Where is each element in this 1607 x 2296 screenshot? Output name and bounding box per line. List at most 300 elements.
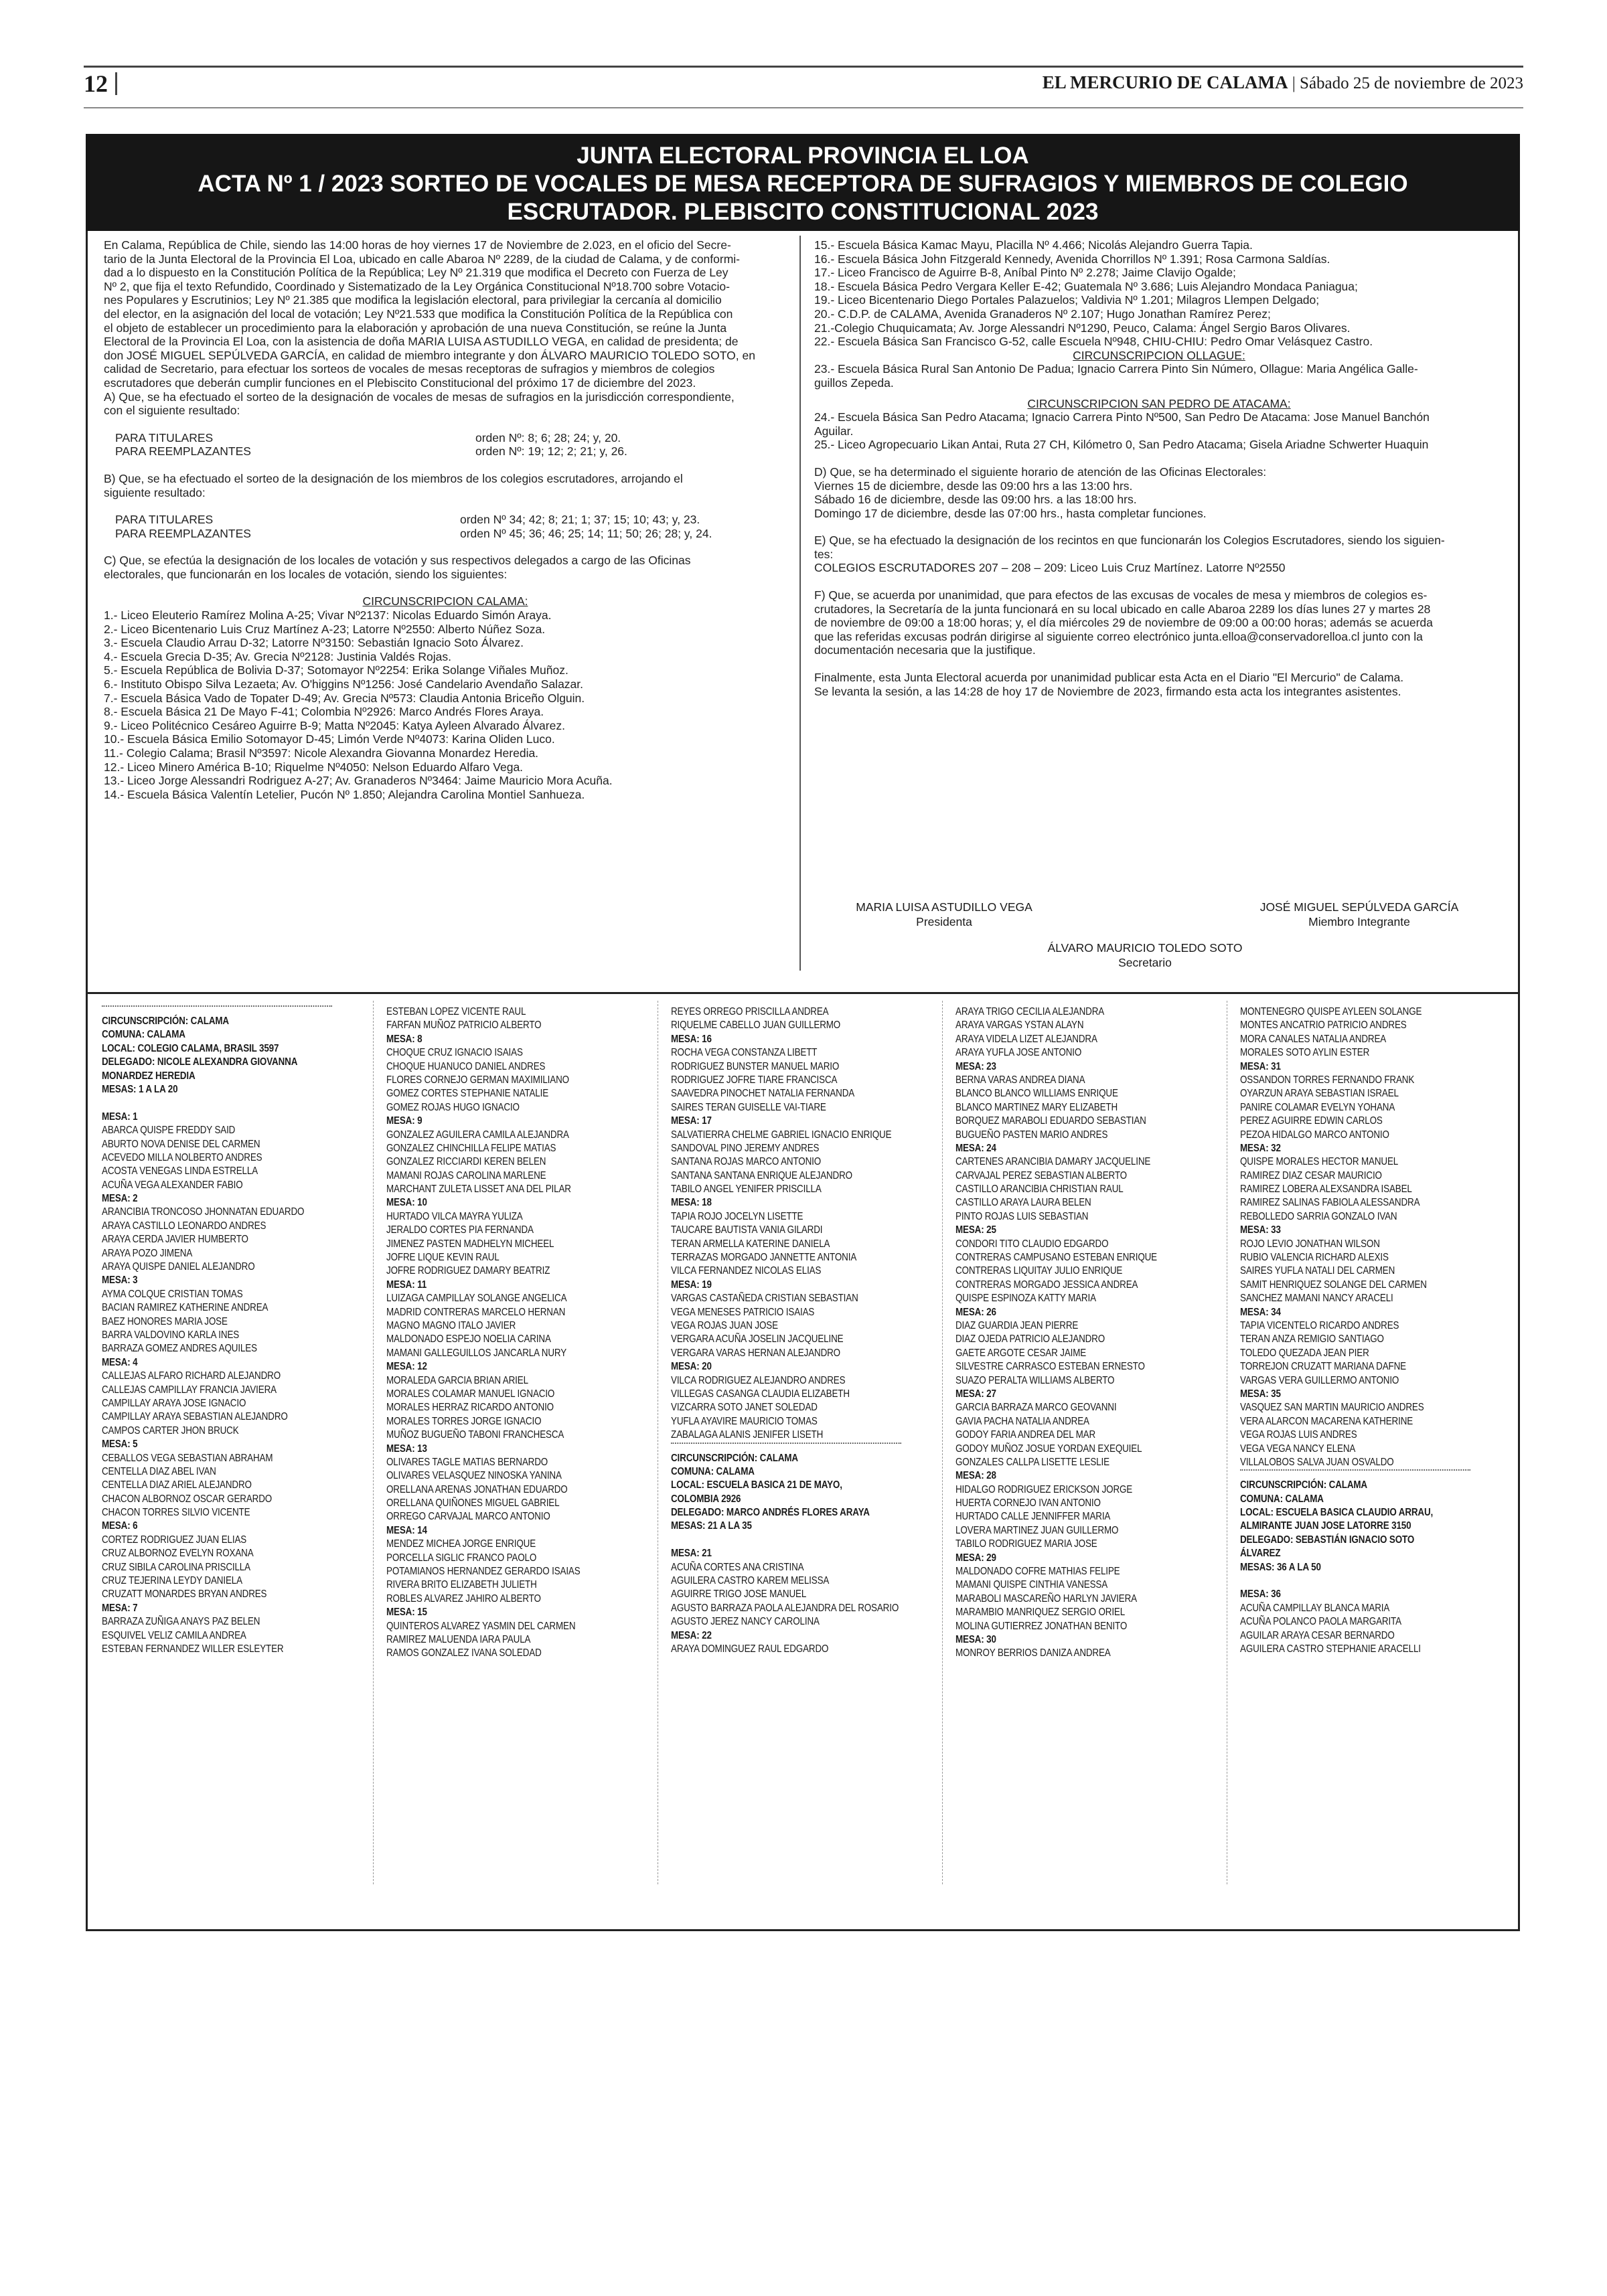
vocal-name: BERNA VARAS ANDREA DIANA	[955, 1074, 1085, 1086]
local-info-line: CIRCUNSCRIPCIÓN: CALAMA	[671, 1452, 798, 1464]
signature-secretario	[1035, 940, 1255, 970]
vocal-name: CORTEZ RODRIGUEZ JUAN ELIAS	[102, 1534, 247, 1546]
vocal-name: GODOY MUÑOZ JOSUE YORDAN EXEQUIEL	[955, 1443, 1142, 1455]
vocal-name: TAPIA ROJO JOCELYN LISETTE	[671, 1210, 804, 1222]
vocal-name: BUGUEÑO PASTEN MARIO ANDRES	[955, 1129, 1108, 1141]
mesa-heading: MESA: 23	[955, 1060, 996, 1072]
vocal-name: DIAZ OJEDA PATRICIO ALEJANDRO	[955, 1333, 1105, 1345]
circ-ollague-heading: CIRCUNSCRIPCION OLLAGUE:	[1073, 348, 1245, 362]
text-line: B) Que, se ha efectuado el sorteo de la designación de los miembros de los colegios escrutadores, arrojando el	[104, 471, 683, 485]
local-item: 7.- Escuela Básica Vado de Topater D-49; Av. Grecia Nº573: Claudia Antonia Briceño Olguin.	[104, 691, 585, 705]
vocal-name: AYMA COLQUE CRISTIAN TOMAS	[102, 1288, 243, 1300]
vocal-name: MENDEZ MICHEA JORGE ENRIQUE	[386, 1538, 536, 1550]
locales-list-right	[814, 238, 1504, 349]
acta-b-text	[104, 472, 787, 499]
newspaper-name: EL MERCURIO DE CALAMA	[1042, 72, 1288, 92]
vocal-name: ESTEBAN LOPEZ VICENTE RAUL	[386, 1006, 526, 1017]
notice-banner	[86, 134, 1520, 231]
mesa-heading: MESA: 28	[955, 1470, 996, 1482]
local-info-line: MESAS: 1 A LA 20	[102, 1083, 178, 1095]
vocal-name: MORALES TORRES JORGE IGNACIO	[386, 1415, 542, 1427]
vocal-name: CRUZ TEJERINA LEYDY DANIELA	[102, 1575, 242, 1587]
local-item: 6.- Instituto Obispo Silva Lezaeta; Av. O'higgins Nº1256: José Candelario Avendaño Salazar.	[104, 677, 584, 691]
local-item: 19.- Liceo Bicentenario Diego Portales Palazuelos; Valdivia Nº 1.201; Milagros Llempen Delgado;	[814, 293, 1320, 307]
mesa-heading: MESA: 26	[955, 1306, 996, 1318]
text-line: Se levanta la sesión, a las 14:28 de hoy 17 de Noviembre de 2023, firmando esta acta los integrantes asistentes.	[814, 684, 1401, 698]
vocal-name: ORREGO CARVAJAL MARCO ANTONIO	[386, 1511, 550, 1523]
text-line: En Calama, República de Chile, siendo las 14:00 horas de hoy viernes 17 de Noviembre de 2.023, en el oficio del Secre-	[104, 238, 731, 252]
vocal-name: TERAN ANZA REMIGIO SANTIAGO	[1240, 1333, 1384, 1345]
b-label-reemplazantes: PARA REEMPLAZANTES	[115, 526, 251, 540]
vocal-name: ARAYA VIDELA LIZET ALEJANDRA	[955, 1033, 1097, 1045]
vocal-name: RAMOS GONZALEZ IVANA SOLEDAD	[386, 1647, 542, 1659]
vocal-name: MAMANI QUISPE CINTHIA VANESSA	[955, 1579, 1108, 1591]
vocal-name: VERGARA VARAS HERNAN ALEJANDRO	[671, 1347, 840, 1359]
mesa-heading: MESA: 20	[671, 1361, 712, 1373]
vocal-name: HUERTA CORNEJO IVAN ANTONIO	[955, 1497, 1101, 1509]
b-value-reemplazantes: orden Nº 45; 36; 46; 25; 14; 11; 50; 26; 28; y, 24.	[460, 526, 712, 540]
vocal-name: GODOY FARIA ANDREA DEL MAR	[955, 1429, 1096, 1441]
b-value-titulares: orden Nº 34; 42; 8; 21; 1; 37; 15; 10; 43; y, 23.	[460, 513, 700, 527]
text-line: Finalmente, esta Junta Electoral acuerda por unanimidad publicar esta Acta en el Diario "El Mercurio" de Calama.	[814, 671, 1404, 685]
vocal-name: MALDONADO COFRE MATHIAS FELIPE	[955, 1566, 1120, 1578]
text-line: tario de la Junta Electoral de la Provincia El Loa, ubicado en calle Abaroa Nº 2289, de la ciudad de Calama, y de conformi-	[104, 252, 741, 266]
banner-line-2: ACTA Nº 1 / 2023 SORTEO DE VOCALES DE MESA RECEPTORA DE SUFRAGIOS Y MIEMBROS DE COLEGIO	[198, 171, 1408, 197]
acta-left-column	[104, 238, 787, 801]
vocal-name: CALLEJAS ALFARO RICHARD ALEJANDRO	[102, 1370, 281, 1382]
vocal-name: BARRAZA ZUÑIGA ANAYS PAZ BELEN	[102, 1616, 260, 1628]
vocal-name: PANIRE COLAMAR EVELYN YOHANA	[1240, 1101, 1395, 1113]
mesa-heading: MESA: 13	[386, 1443, 427, 1455]
text-line: Sábado 16 de diciembre, desde las 09:00 hrs. a las 18:00 hrs.	[814, 493, 1137, 507]
local-item: 12.- Liceo Minero América B-10; Riquelme Nº4050: Nelson Eduardo Alfaro Vega.	[104, 760, 524, 774]
vocal-name: ABARCA QUISPE FREDDY SAID	[102, 1125, 236, 1137]
b-label-titulares: PARA TITULARES	[115, 513, 214, 527]
vocal-name: SAIRES YUFLA NATALI DEL CARMEN	[1240, 1265, 1395, 1277]
column-separator	[799, 236, 801, 971]
vocal-name: GONZALES CALLPA LISETTE LESLIE	[955, 1456, 1109, 1468]
vocal-name: MONTES ANCATRIO PATRICIO ANDRES	[1240, 1019, 1407, 1032]
text-line: con el siguiente resultado:	[104, 404, 240, 418]
vocal-name: RAMIREZ MALUENDA IARA PAULA	[386, 1633, 531, 1645]
vocal-name: VILLALOBOS SALVA JUAN OSVALDO	[1240, 1456, 1394, 1468]
mesa-heading: MESA: 19	[671, 1279, 712, 1291]
local-item: 4.- Escuela Grecia D-35; Av. Grecia Nº2128: Justinia Valdés Rojas.	[104, 649, 451, 663]
acta-f-text	[814, 588, 1504, 657]
vocal-name: TAPIA VICENTELO RICARDO ANDRES	[1240, 1319, 1399, 1331]
text-line: electorales, que funcionarán en los locales de votación, siendo los siguientes:	[104, 567, 508, 581]
vocal-name: MAMANI ROJAS CAROLINA MARLENE	[386, 1169, 546, 1181]
list-separator	[942, 1001, 943, 1884]
vocal-name: PORCELLA SIGLIC FRANCO PAOLO	[386, 1552, 537, 1564]
vocal-name: CHACON ALBORNOZ OSCAR GERARDO	[102, 1493, 273, 1505]
mesa-heading: MESA: 4	[102, 1356, 138, 1368]
vocal-name: CALLEJAS CAMPILLAY FRANCIA JAVIERA	[102, 1384, 277, 1396]
vocal-name: VASQUEZ SAN MARTIN MAURICIO ANDRES	[1240, 1402, 1424, 1414]
vocal-name: VEGA MENESES PATRICIO ISAIAS	[671, 1306, 815, 1318]
vocal-name: ACUÑA VEGA ALEXANDER FABIO	[102, 1179, 243, 1191]
local-item: 14.- Escuela Básica Valentín Letelier, Pucón Nº 1.850; Alejandra Carolina Montiel Sanhueza.	[104, 787, 585, 801]
mesa-heading: MESA: 24	[955, 1142, 996, 1154]
local-info-line: COMUNA: CALAMA	[102, 1029, 185, 1041]
a-label-titulares: PARA TITULARES	[115, 430, 214, 444]
text-line: don JOSÉ MIGUEL SEPÚLVEDA GARCÍA, en calidad de miembro integrante y don ÁLVARO MAURICIO TOLEDO SOTO, en	[104, 348, 755, 362]
vocal-name: BARRAZA GOMEZ ANDRES AQUILES	[102, 1343, 257, 1355]
vocal-name: BARRA VALDOVINO KARLA INES	[102, 1329, 240, 1341]
vocal-name: ORELLANA QUIÑONES MIGUEL GABRIEL	[386, 1497, 560, 1509]
a-label-reemplazantes: PARA REEMPLAZANTES	[115, 444, 251, 459]
vocal-name: MADRID CONTRERAS MARCELO HERNAN	[386, 1306, 566, 1318]
signer-role: Presidenta	[916, 915, 972, 928]
vocal-name: SANTANA ROJAS MARCO ANTONIO	[671, 1156, 822, 1168]
text-line: D) Que, se ha determinado el siguiente horario de atención de las Oficinas Electorales:	[814, 465, 1267, 479]
vocal-name: FLORES CORNEJO GERMAN MAXIMILIANO	[386, 1074, 569, 1086]
local-item: 16.- Escuela Básica John Fitzgerald Kennedy, Avenida Chorrillos Nº 1.391; Rosa Carmona Saldías.	[814, 252, 1330, 266]
local-info-line: MONARDEZ HEREDIA	[102, 1070, 196, 1082]
text-line: COLEGIOS ESCRUTADORES 207 – 208 – 209: Liceo Luis Cruz Martínez. Latorre Nº2550	[814, 561, 1286, 575]
dotted-rule	[102, 1005, 332, 1015]
local-item: 5.- Escuela República de Bolivia D-37; Sotomayor Nº2254: Erika Solange Viñales Muñoz.	[104, 663, 568, 677]
acta-c-text	[104, 554, 787, 581]
vocal-name: AGUSTO JEREZ NANCY CAROLINA	[671, 1616, 820, 1628]
vocal-name: VEGA ROJAS LUIS ANDRES	[1240, 1429, 1357, 1441]
mesa-heading: MESA: 9	[386, 1115, 423, 1127]
local-info-line: ALMIRANTE JUAN JOSE LATORRE 3150	[1240, 1520, 1411, 1532]
newspaper-masthead	[1043, 72, 1523, 93]
vocal-name: RAMIREZ SALINAS FABIOLA ALESSANDRA	[1240, 1197, 1420, 1209]
vocal-name: RODRIGUEZ JOFRE TIARE FRANCISCA	[671, 1074, 838, 1086]
a-value-reemplazantes: orden Nº: 19; 12; 2; 21; y, 26.	[475, 444, 627, 459]
vocal-name: CONDORI TITO CLAUDIO EDGARDO	[955, 1238, 1109, 1250]
local-info-line: DELEGADO: SEBASTIÁN IGNACIO SOTO	[1240, 1534, 1415, 1546]
vocal-name: CENTELLA DIAZ ABEL IVAN	[102, 1465, 216, 1477]
vocal-name: ARAYA VARGAS YSTAN ALAYN	[955, 1019, 1084, 1032]
vocal-name: RIVERA BRITO ELIZABETH JULIETH	[386, 1579, 537, 1591]
vocal-name: MAGNO MAGNO ITALO JAVIER	[386, 1319, 516, 1331]
vocal-name: CONTRERAS LIQUITAY JULIO ENRIQUE	[955, 1265, 1123, 1277]
text-line: Domingo 17 de diciembre, desde las 07:00 hrs., hasta completar funciones.	[814, 506, 1207, 520]
vocal-name: RAMIREZ LOBERA ALEXSANDRA ISABEL	[1240, 1183, 1412, 1196]
mesa-heading: MESA: 7	[102, 1602, 138, 1614]
vocal-name: ARAYA CERDA JAVIER HUMBERTO	[102, 1234, 248, 1246]
vocales-column-1	[102, 1005, 332, 1656]
vocal-name: CENTELLA DIAZ ARIEL ALEJANDRO	[102, 1479, 252, 1491]
vocal-name: JERALDO CORTES PIA FERNANDA	[386, 1224, 534, 1236]
acta-intro	[104, 238, 787, 418]
mesa-heading: MESA: 1	[102, 1111, 138, 1123]
vocal-name: SILVESTRE CARRASCO ESTEBAN ERNESTO	[955, 1361, 1145, 1373]
vocal-name: HURTADO CALLE JENNIFFER MARIA	[955, 1511, 1111, 1523]
text-line: F) Que, se acuerda por unanimidad, que para efectos de las excusas de vocales de mesa y miembros de colegios es-	[814, 588, 1428, 602]
vocal-name: ROJO LEVIO JONATHAN WILSON	[1240, 1238, 1380, 1250]
vocal-name: RIQUELME CABELLO JUAN GUILLERMO	[671, 1019, 841, 1032]
vocal-name: VIZCARRA SOTO JANET SOLEDAD	[671, 1402, 818, 1414]
vocal-name: CEBALLOS VEGA SEBASTIAN ABRAHAM	[102, 1452, 273, 1464]
vocal-name: SUAZO PERALTA WILLIAMS ALBERTO	[955, 1374, 1115, 1386]
mesa-heading: MESA: 16	[671, 1033, 712, 1045]
vocal-name: VERA ALARCON MACARENA KATHERINE	[1240, 1415, 1413, 1427]
mesa-heading: MESA: 29	[955, 1552, 996, 1564]
mesa-heading: MESA: 5	[102, 1439, 138, 1451]
local-item: 3.- Escuela Claudio Arrau D-32; Latorre Nº3150: Sebastián Ignacio Soto Álvarez.	[104, 636, 524, 650]
local-info-line: COMUNA: CALAMA	[1240, 1493, 1324, 1505]
spacer	[1240, 1574, 1470, 1588]
vocal-name: QUINTEROS ALVAREZ YASMIN DEL CARMEN	[386, 1620, 576, 1632]
signer-role: Secretario	[1118, 956, 1172, 969]
vocal-name: BLANCO MARTINEZ MARY ELIZABETH	[955, 1101, 1118, 1113]
vocal-name: SANTANA SANTANA ENRIQUE ALEJANDRO	[671, 1169, 852, 1181]
list-separator	[373, 1001, 374, 1884]
vocal-name: SANCHEZ MAMANI NANCY ARACELI	[1240, 1293, 1393, 1305]
vocal-name: CHOQUE CRUZ IGNACIO ISAIAS	[386, 1047, 523, 1059]
local-info-line: COMUNA: CALAMA	[671, 1465, 755, 1477]
text-line: nes Populares y Escrutinios; Ley Nº 21.385 que modifica la legislación electoral, para privilegiar la cercanía al domicilio	[104, 293, 722, 307]
local-item: 18.- Escuela Básica Pedro Vergara Keller E-42; Guatemala Nº 3.686; Luis Alejandro Mondaca Paniagua;	[814, 279, 1358, 293]
vocal-name: REYES ORREGO PRISCILLA ANDREA	[671, 1006, 829, 1017]
vocal-name: ARAYA YUFLA JOSE ANTONIO	[955, 1047, 1082, 1059]
vocal-name: AGUSTO BARRAZA PAOLA ALEJANDRA DEL ROSARIO	[671, 1602, 899, 1614]
text-line: C) Que, se efectúa la designación de los locales de votación y sus respectivos delegados a cargo de las Oficinas	[104, 554, 691, 568]
text-line: el objeto de establecer un procedimiento para la elaboración y aprobación de una nueva Constitución, se reúne la Junta	[104, 321, 727, 335]
local-info-line: ÁLVAREZ	[1240, 1548, 1281, 1560]
vocal-name: JOFRE RODRIGUEZ DAMARY BEATRIZ	[386, 1265, 550, 1277]
vocal-name: CASTILLO ARANCIBIA CHRISTIAN RAUL	[955, 1183, 1124, 1196]
local-info-line: LOCAL: COLEGIO CALAMA, BRASIL 3597	[102, 1042, 279, 1054]
mesa-heading: MESA: 31	[1240, 1060, 1281, 1072]
local-item: 21.-Colegio Chuquicamata; Av. Jorge Alessandri Nº1290, Peuco, Calama: Ángel Sergio Baros Olivares.	[814, 321, 1351, 335]
issue-date: | Sábado 25 de noviembre de 2023	[1288, 74, 1523, 92]
vocal-name: TORREJON CRUZATT MARIANA DAFNE	[1240, 1361, 1406, 1373]
vocal-name: SAIRES TERAN GUISELLE VAI-TIARE	[671, 1101, 826, 1113]
local-info-line: MESAS: 36 A LA 50	[1240, 1561, 1321, 1573]
mesa-heading: MESA: 35	[1240, 1388, 1281, 1400]
vocal-name: CAMPILLAY ARAYA SEBASTIAN ALEJANDRO	[102, 1411, 288, 1423]
vocal-name: GONZALEZ CHINCHILLA FELIPE MATIAS	[386, 1142, 556, 1154]
mesa-heading: MESA: 36	[1240, 1588, 1281, 1601]
mesa-heading: MESA: 6	[102, 1520, 138, 1532]
text-line: escrutadores que deberán cumplir funciones en el Plebiscito Constitucional del próximo 17 de diciembre del 2023.	[104, 376, 696, 390]
vocal-name: POTAMIANOS HERNANDEZ GERARDO ISAIAS	[386, 1566, 581, 1578]
top-rule	[84, 66, 1523, 68]
vocal-name: ESQUIVEL VELIZ CAMILA ANDREA	[102, 1629, 246, 1641]
vocal-name: ABURTO NOVA DENISE DEL CARMEN	[102, 1138, 260, 1150]
local-item: Aguilar.	[814, 424, 854, 438]
local-item: 25.- Liceo Agropecuario Likan Antai, Ruta 27 CH, Kilómetro 0, San Pedro Atacama; Gisela Ariadne Schwerter Huaquin	[814, 438, 1429, 452]
vocal-name: VARGAS CASTAÑEDA CRISTIAN SEBASTIAN	[671, 1293, 858, 1305]
vocal-name: MOLINA GUTIERREZ JONATHAN BENITO	[955, 1620, 1128, 1632]
mesa-heading: MESA: 11	[386, 1279, 427, 1291]
vocal-name: AGUIRRE TRIGO JOSE MANUEL	[671, 1588, 807, 1601]
signer-name: ÁLVARO MAURICIO TOLEDO SOTO	[1047, 941, 1243, 955]
vocal-name: MONROY BERRIOS DANIZA ANDREA	[955, 1647, 1111, 1659]
header-rule	[84, 107, 1523, 108]
local-info-line: DELEGADO: NICOLE ALEXANDRA GIOVANNA	[102, 1056, 298, 1068]
vocal-name: LUIZAGA CAMPILLAY SOLANGE ANGELICA	[386, 1293, 567, 1305]
vocal-name: DIAZ GUARDIA JEAN PIERRE	[955, 1319, 1079, 1331]
vocal-name: MORALES SOTO AYLIN ESTER	[1240, 1047, 1370, 1059]
vocal-name: ARAYA TRIGO CECILIA ALEJANDRA	[955, 1006, 1105, 1017]
local-info-line: DELEGADO: MARCO ANDRÉS FLORES ARAYA	[671, 1507, 870, 1519]
vocal-name: PEREZ AGUIRRE EDWIN CARLOS	[1240, 1115, 1383, 1127]
circ-spa-heading: CIRCUNSCRIPCION SAN PEDRO DE ATACAMA:	[1027, 396, 1291, 410]
text-line: que las referidas excusas podrán dirigirse al siguiente correo electrónico junta.elloa@conservadorelloa.cl junto con la	[814, 629, 1423, 643]
vocal-name: CAMPILLAY ARAYA JOSE IGNACIO	[102, 1397, 246, 1409]
vocal-name: HIDALGO RODRIGUEZ ERICKSON JORGE	[955, 1483, 1133, 1495]
vocal-name: ACEVEDO MILLA NOLBERTO ANDRES	[102, 1151, 262, 1163]
vocal-name: ACUÑA POLANCO PAOLA MARGARITA	[1240, 1616, 1401, 1628]
vocal-name: TERAN ARMELLA KATERINE DANIELA	[671, 1238, 830, 1250]
acta-right-column	[814, 238, 1504, 698]
vocal-name: ARAYA CASTILLO LEONARDO ANDRES	[102, 1220, 266, 1232]
vocal-name: SAMIT HENRIQUEZ SOLANGE DEL CARMEN	[1240, 1279, 1427, 1291]
vocal-name: SALVATIERRA CHELME GABRIEL IGNACIO ENRIQUE	[671, 1129, 892, 1141]
local-item: 22.- Escuela Básica San Francisco G-52, calle Escuela Nº948, CHIU-CHIU: Pedro Omar Velásquez Castro.	[814, 335, 1373, 349]
vocal-name: ARANCIBIA TRONCOSO JHONNATAN EDUARDO	[102, 1206, 305, 1218]
vocal-name: ARAYA DOMINGUEZ RAUL EDGARDO	[671, 1643, 829, 1655]
mesa-heading: MESA: 32	[1240, 1142, 1281, 1154]
vocal-name: GOMEZ CORTES STEPHANIE NATALIE	[386, 1088, 549, 1100]
vocal-name: PEZOA HIDALGO MARCO ANTONIO	[1240, 1129, 1389, 1141]
vocal-name: ROCHA VEGA CONSTANZA LIBETT	[671, 1047, 818, 1059]
banner-line-3: ESCRUTADOR. PLEBISCITO CONSTITUCIONAL 2023	[507, 199, 1099, 225]
text-line: E) Que, se ha efectuado la designación de los recintos en que funcionarán los Colegios Escrutadores, siendo los siguien-	[814, 534, 1445, 548]
section-divider	[86, 992, 1520, 994]
vocal-name: MARCHANT ZULETA LISSET ANA DEL PILAR	[386, 1183, 571, 1196]
local-item: 1.- Liceo Eleuterio Ramírez Molina A-25; Vivar Nº2137: Nicolas Eduardo Simón Araya.	[104, 608, 552, 623]
mesa-heading: MESA: 2	[102, 1193, 138, 1205]
vocal-name: RAMIREZ DIAZ CESAR MAURICIO	[1240, 1169, 1382, 1181]
vocal-name: VARGAS VERA GUILLERMO ANTONIO	[1240, 1374, 1399, 1386]
text-line: Nº 2, que fija el texto Refundido, Coordinado y Sistematizado de la Ley Orgánica Constitucional Nº18.700 sobre Votacio-	[104, 279, 730, 293]
banner-line-1: JUNTA ELECTORAL PROVINCIA EL LOA	[577, 143, 1029, 169]
vocales-column-3	[671, 1005, 901, 1656]
mesa-heading: MESA: 3	[102, 1275, 138, 1287]
vocal-name: FARFAN MUÑOZ PATRICIO ALBERTO	[386, 1019, 542, 1032]
signer-role: Miembro Integrante	[1308, 915, 1410, 928]
vocal-name: QUISPE MORALES HECTOR MANUEL	[1240, 1156, 1399, 1168]
vocal-name: AGUILAR ARAYA CESAR BERNARDO	[1240, 1629, 1395, 1641]
vocal-name: ACUÑA CAMPILLAY BLANCA MARIA	[1240, 1602, 1390, 1614]
mesa-heading: MESA: 34	[1240, 1306, 1281, 1318]
vocal-name: TOLEDO QUEZADA JEAN PIER	[1240, 1347, 1369, 1359]
vocal-name: AGUILERA CASTRO KAREM MELISSA	[671, 1575, 830, 1587]
local-info-line: LOCAL: ESCUELA BASICA CLAUDIO ARRAU,	[1240, 1507, 1434, 1519]
vocal-name: TERRAZAS MORGADO JANNETTE ANTONIA	[671, 1252, 857, 1264]
ollague-locales	[814, 362, 1504, 390]
vocal-name: BLANCO BLANCO WILLIAMS ENRIQUE	[955, 1088, 1118, 1100]
mesa-heading: MESA: 8	[386, 1033, 423, 1045]
vocal-name: CARVAJAL PEREZ SEBASTIAN ALBERTO	[955, 1169, 1127, 1181]
vocales-column-5	[1240, 1005, 1470, 1656]
mesa-heading: MESA: 15	[386, 1607, 427, 1619]
vocal-name: TABILO ANGEL YENIFER PRISCILLA	[671, 1183, 822, 1196]
page-number: 12	[84, 70, 108, 97]
vocal-name: MONTENEGRO QUISPE AYLEEN SOLANGE	[1240, 1006, 1422, 1017]
vocal-name: ORELLANA ARENAS JONATHAN EDUARDO	[386, 1483, 568, 1495]
spa-locales	[814, 410, 1504, 452]
vocal-name: GONZALEZ AGUILERA CAMILA ALEJANDRA	[386, 1129, 569, 1141]
vocal-name: BORQUEZ MARABOLI EDUARDO SEBASTIAN	[955, 1115, 1146, 1127]
vocal-name: CARTENES ARANCIBIA DAMARY JACQUELINE	[955, 1156, 1151, 1168]
vocal-name: MORALEDA GARCIA BRIAN ARIEL	[386, 1374, 528, 1386]
vocal-name: BAEZ HONORES MARIA JOSE	[102, 1315, 228, 1327]
circ-calama-heading: CIRCUNSCRIPCION CALAMA:	[362, 594, 528, 608]
vocal-name: TAUCARE BAUTISTA VANIA GILARDI	[671, 1224, 823, 1236]
vocal-name: OLIVARES TAGLE MATIAS BERNARDO	[386, 1456, 548, 1468]
vocal-name: QUISPE ESPINOZA KATTY MARIA	[955, 1293, 1096, 1305]
signer-name: MARIA LUISA ASTUDILLO VEGA	[856, 900, 1032, 914]
local-item: 9.- Liceo Politécnico Cesáreo Aguirre B-9; Matta Nº2045: Katya Ayleen Alvarado Álvarez.	[104, 718, 565, 732]
local-item: 23.- Escuela Básica Rural San Antonio De Padua; Ignacio Carrera Pinto Sin Número, Ollague: Maria Angélica Galle-	[814, 362, 1418, 376]
vocal-name: CONTRERAS MORGADO JESSICA ANDREA	[955, 1279, 1138, 1291]
text-line: de noviembre de 09:00 a 18:00 horas; y, el día miércoles 29 de noviembre de 09:00 a 00:00 horas; además se acuerda	[814, 616, 1433, 630]
mesa-heading: MESA: 33	[1240, 1224, 1281, 1236]
vocal-name: VERGARA ACUÑA JOSELIN JACQUELINE	[671, 1333, 844, 1345]
mesa-heading: MESA: 18	[671, 1197, 712, 1209]
vocal-name: VEGA VEGA NANCY ELENA	[1240, 1443, 1356, 1455]
vocal-name: PINTO ROJAS LUIS SEBASTIAN	[955, 1210, 1089, 1222]
acta-closing-text	[814, 671, 1504, 698]
vocal-name: VILCA FERNANDEZ NICOLAS ELIAS	[671, 1265, 822, 1277]
vocal-name: AGUILERA CASTRO STEPHANIE ARACELLI	[1240, 1643, 1421, 1655]
vocales-column-4	[955, 1005, 1186, 1661]
vocal-name: MARAMBIO MANRIQUEZ SERGIO ORIEL	[955, 1607, 1126, 1619]
local-info-line: CIRCUNSCRIPCIÓN: CALAMA	[1240, 1479, 1367, 1491]
vocal-name: GONZALEZ RICCIARDI KEREN BELEN	[386, 1156, 546, 1168]
local-item: 20.- C.D.P. de CALAMA, Avenida Granaderos Nº 2.107; Hugo Jonathan Ramírez Perez;	[814, 307, 1271, 321]
vocal-name: TABILO RODRIGUEZ MARIA JOSE	[955, 1538, 1097, 1550]
text-line: dad a lo dispuesto en la Constitución Política de la República; Ley Nº 21.319 que modifica el Decreto con Fuerza de Ley	[104, 266, 729, 280]
a-value-titulares: orden Nº: 8; 6; 28; 24; y, 20.	[475, 430, 621, 444]
local-item: 10.- Escuela Básica Emilio Sotomayor D-45; Limón Verde Nº4073: Karina Oliden Luco.	[104, 732, 555, 746]
local-info-line: COLOMBIA 2926	[671, 1493, 741, 1505]
local-item: 15.- Escuela Básica Kamac Mayu, Placilla Nº 4.466; Nicolás Alejandro Guerra Tapia.	[814, 238, 1253, 252]
spacer	[102, 1096, 332, 1110]
local-item: 13.- Liceo Jorge Alessandri Rodriguez A-27; Av. Granaderos Nº3464: Jaime Mauricio Mora Acuña.	[104, 774, 613, 788]
local-item: guillos Zepeda.	[814, 376, 894, 390]
mesa-heading: MESA: 17	[671, 1115, 712, 1127]
vocal-name: GARCIA BARRAZA MARCO GEOVANNI	[955, 1402, 1117, 1414]
mesa-heading: MESA: 10	[386, 1197, 427, 1209]
mesa-heading: MESA: 21	[671, 1548, 712, 1560]
acta-e-text	[814, 534, 1504, 575]
local-info-line: CIRCUNSCRIPCIÓN: CALAMA	[102, 1015, 229, 1027]
vocal-name: CONTRERAS CAMPUSANO ESTEBAN ENRIQUE	[955, 1252, 1157, 1264]
vocal-name: SAAVEDRA PINOCHET NATALIA FERNANDA	[671, 1088, 855, 1100]
local-item: 17.- Liceo Francisco de Aguirre B-8, Aníbal Pinto Nº 2.278; Jaime Clavijo Ogalde;	[814, 266, 1236, 280]
vocal-name: MALDONADO ESPEJO NOELIA CARINA	[386, 1333, 551, 1345]
mesa-heading: MESA: 22	[671, 1629, 712, 1641]
vocal-name: RODRIGUEZ BUNSTER MANUEL MARIO	[671, 1060, 840, 1072]
text-line: crutadores, la Secretaría de la junta funcionará en su local ubicado en calle Abaroa 2289 los días lunes 27 y martes 28	[814, 602, 1431, 616]
text-line: siguiente resultado:	[104, 485, 206, 499]
vocal-name: GAETE ARGOTE CESAR JAIME	[955, 1347, 1087, 1359]
vocal-name: CRUZATT MONARDES BRYAN ANDRES	[102, 1588, 267, 1601]
local-item: 8.- Escuela Básica 21 De Mayo F-41; Colombia Nº2926: Marco Andrés Flores Araya.	[104, 705, 544, 719]
vocal-name: JIMENEZ PASTEN MADHELYN MICHEEL	[386, 1238, 554, 1250]
vocal-name: CHACON TORRES SILVIO VICENTE	[102, 1507, 250, 1519]
vocal-name: MUÑOZ BUGUEÑO TABONI FRANCHESCA	[386, 1429, 564, 1441]
vocal-name: OSSANDON TORRES FERNANDO FRANK	[1240, 1074, 1415, 1086]
vocal-name: LOVERA MARTINEZ JUAN GUILLERMO	[955, 1524, 1119, 1536]
vocal-name: VEGA ROJAS JUAN JOSE	[671, 1319, 778, 1331]
local-item: 11.- Colegio Calama; Brasil Nº3597: Nicole Alexandra Giovanna Monardez Heredia.	[104, 746, 539, 760]
local-info-line: MESAS: 21 A LA 35	[671, 1520, 752, 1532]
vocal-name: MAMANI GALLEGUILLOS JANCARLA NURY	[386, 1347, 567, 1359]
acta-d-text	[814, 465, 1504, 520]
mesa-heading: MESA: 30	[955, 1633, 996, 1645]
vocal-name: HURTADO VILCA MAYRA YULIZA	[386, 1210, 523, 1222]
